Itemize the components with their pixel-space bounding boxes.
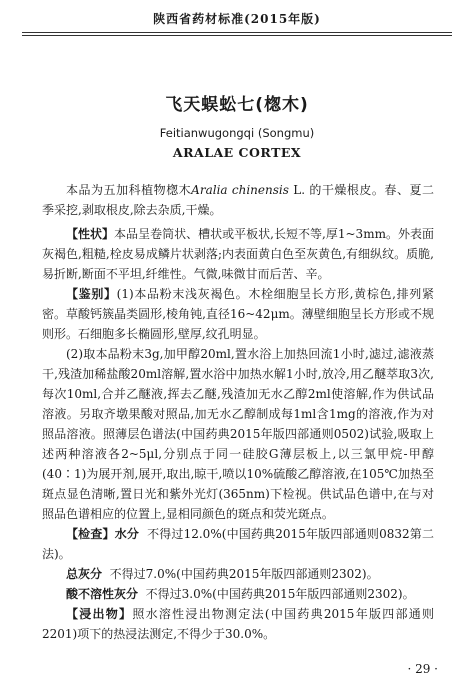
identification-section (42, 284, 434, 344)
water-text: 不得过12.0%(中国药典2015年版四部通则0832第二法)。 (42, 527, 434, 561)
running-header: 陕西省药材标准(2015年版) (153, 12, 321, 26)
extract-text: 照水溶性浸出物测定法(中国药典2015年版四部通则2201)项下的热浸法测定,不得少于30.0%。 (42, 607, 434, 641)
species-name: Aralia chinensis (191, 183, 289, 197)
pinyin-name: Feitianwugongqi (Songmu) (159, 126, 315, 140)
header-rule (22, 32, 452, 33)
acid-ash-label: 酸不溶性灰分 (66, 587, 139, 601)
total-ash-label: 总灰分 (66, 567, 103, 581)
intro-prefix: 本品为五加科植物楤木 (66, 183, 192, 197)
identification-text-1: (1)本品粉末浅灰褐色。木栓细胞呈长方形,黄棕色,排列紧密。草酸钙簇晶类圆形,棱角钝,直径16~42μm。薄壁细胞呈长方形或不规则形。石细胞多长椭圆形,壁厚,纹孔明显。 (42, 287, 434, 341)
total-ash-row (42, 564, 434, 584)
intro-suffix: L. 的干燥根皮。春、夏二季采挖,剥取根皮,除去杂质,干燥。 (42, 183, 434, 217)
extract-section (42, 604, 434, 644)
inspection-label: 【检查】 (66, 527, 115, 541)
header-rule-double (22, 35, 452, 36)
monograph-body (42, 180, 434, 644)
latin-name: ARALAE CORTEX (172, 145, 302, 160)
identification-label: 【鉴别】 (66, 287, 117, 301)
identification-text-2: (2)取本品粉末3g,加甲醇20ml,置水浴上加热回流1小时,滤过,滤液蒸干,残渣加稀盐酸20ml溶解,置水浴中加热水解1小时,放冷,用乙醚萃取3次,每次10ml,合并乙醚液,挥去乙醚,残渣加无水乙醇2ml使溶解,作为供试品溶液。另取齐墩果酸对照品,加无水乙醇制成每1ml含1mg的溶液,作为对照品溶液。照薄层色谱法(中国药典2015年版四部通则0502)试验,吸取上述两种溶液各2~5μl,分别点于同一硅胶G薄层板上,以三氯甲烷-甲醇(40∶1)为展开剂,展开,取出,晾干,喷以10%硫酸乙醇溶液,在105℃加热至斑点显色清晰,置日光和紫外光灯(365nm)下检视。供试品色谱中,在与对照品色谱相应的位置上,显相同颜色的斑点和荧光斑点。 (42, 347, 434, 521)
identification-paragraph-2 (42, 344, 434, 524)
total-ash-text: 不得过7.0%(中国药典2015年版四部通则2302)。 (109, 567, 379, 581)
intro-paragraph (42, 180, 434, 220)
page-number: · 29 · (407, 662, 438, 676)
extract-label: 【浸出物】 (66, 607, 133, 621)
acid-ash-text: 不得过3.0%(中国药典2015年版四部通则2302)。 (145, 587, 415, 601)
character-text: 本品呈卷筒状、槽状或平板状,长短不等,厚1~3mm。外表面灰褐色,粗糙,栓皮易成鳞片状剥落;内表面黄白色至灰黄色,有细纵纹。质脆,易折断,断面不平坦,纤维性。气微,味微甘而后苦、辛。 (42, 227, 434, 281)
monograph-title: 飞天蜈蚣七(楤木) (165, 95, 309, 115)
character-section (42, 224, 434, 284)
character-label: 【性状】 (66, 227, 115, 241)
inspection-section (42, 524, 434, 564)
water-label: 水分 (114, 527, 140, 541)
acid-insoluble-ash-row (42, 584, 434, 604)
